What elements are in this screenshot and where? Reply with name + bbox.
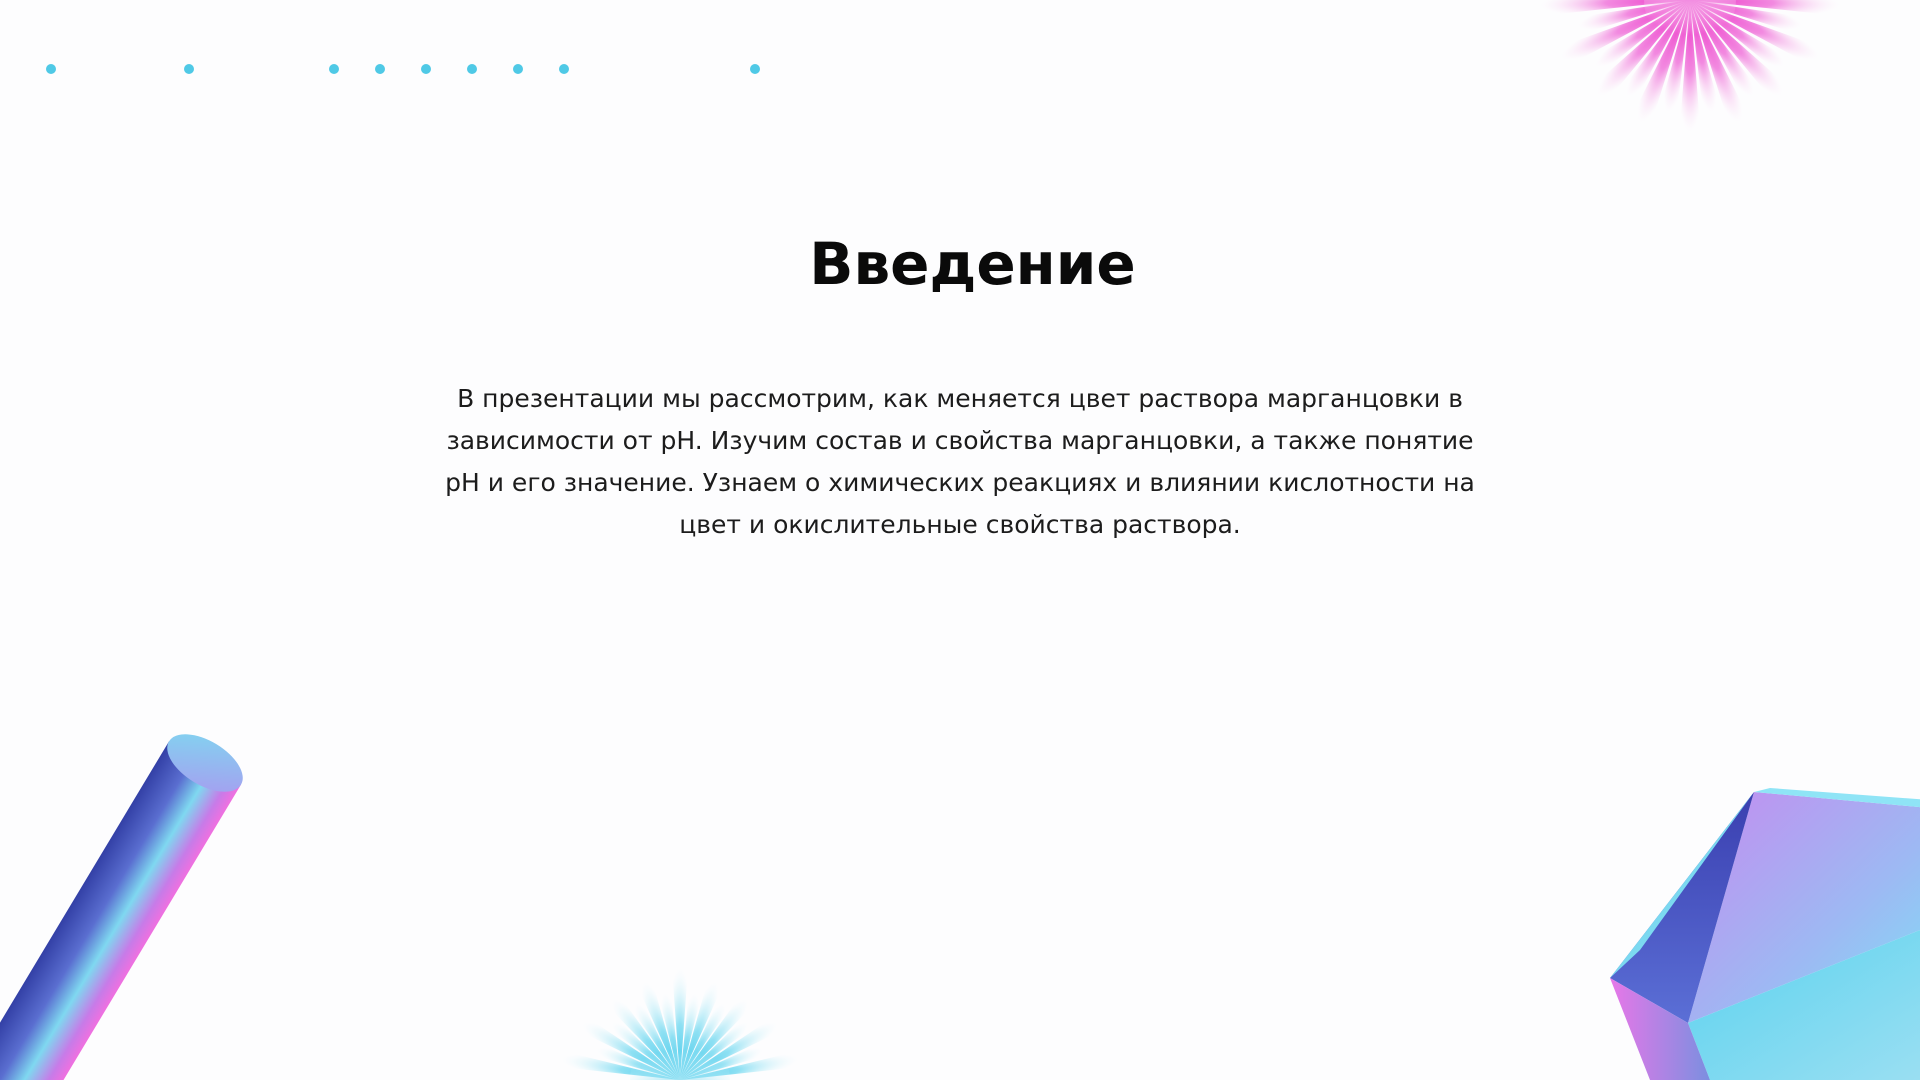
dot (750, 64, 760, 74)
pink-starburst-decoration (1480, 0, 1900, 200)
dot (467, 64, 477, 74)
dot (559, 64, 569, 74)
dotted-line-decoration (0, 0, 900, 120)
dot (46, 64, 56, 74)
slide-title: Введение (809, 230, 1136, 298)
gradient-cylinder-decoration (0, 720, 270, 1080)
dot (421, 64, 431, 74)
dot (329, 64, 339, 74)
slide-body-text: В презентации мы рассмотрим, как меняется цвет раствора марганцовки в зависимости от pH. Изучим состав и свойства марганцовки, а также понятие pH и его значение. Узнаем о химических реакциях и влиянии кислотности на цвет и окислительные свойства раствора. (445, 384, 1475, 539)
gradient-crystal-decoration (1600, 780, 1920, 1080)
dot (375, 64, 385, 74)
dot (513, 64, 523, 74)
dot (184, 64, 194, 74)
cyan-starburst-decoration (520, 930, 840, 1080)
